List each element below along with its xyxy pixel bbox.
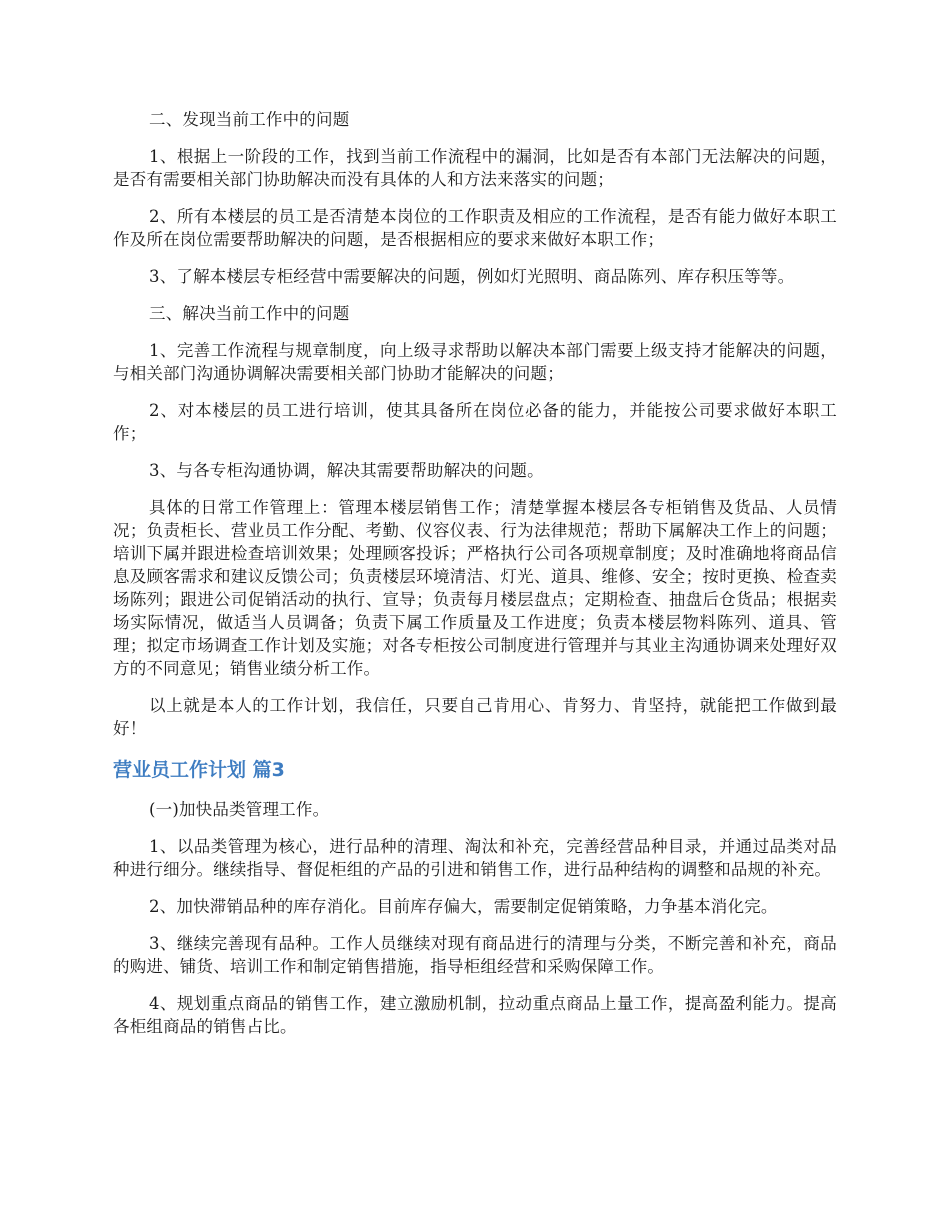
paragraph: 1、完善工作流程与规章制度，向上级寻求帮助以解决本部门需要上级支持才能解决的问题，与相关部门沟通协调解决需要相关部门协助才能解决的问题； — [113, 341, 837, 383]
paragraph: 1、根据上一阶段的工作，找到当前工作流程中的漏洞，比如是否有本部门无法解决的问题，是否有需要相关部门协助解决而没有具体的人和方法来落实的问题； — [113, 147, 837, 189]
paragraph: 1、以品类管理为核心，进行品种的清理、淘汰和补充，完善经营品种目录，并通过品类对品种进行细分。继续指导、督促柜组的产品的引进和销售工作，进行品种结构的调整和品规的补充。 — [113, 837, 837, 879]
paragraph: 3、了解本楼层专柜经营中需要解决的问题，例如灯光照明、商品陈列、库存积压等等。 — [149, 267, 795, 286]
section-heading-problems: 二、发现当前工作中的问题 — [149, 110, 350, 129]
paragraph: 4、规划重点商品的销售工作，建立激励机制，拉动重点商品上量工作，提高盈利能力。提高各柜组商品的销售占比。 — [113, 994, 837, 1036]
paragraph: 2、所有本楼层的员工是否清楚本岗位的工作职责及相应的工作流程，是否有能力做好本职工作及所在岗位需要帮助解决的问题，是否根据相应的要求来做好本职工作； — [113, 207, 837, 249]
paragraph: 2、对本楼层的员工进行培训，使其具备所在岗位必备的能力，并能按公司要求做好本职工作； — [113, 401, 837, 443]
paragraph: 3、继续完善现有品种。工作人员继续对现有商品进行的清理与分类，不断完善和补充，商品的购进、铺货、培训工作和制定销售措施，指导柜组经营和采购保障工作。 — [113, 934, 837, 976]
document-page — [113, 108, 837, 1052]
article-heading: 营业员工作计划 篇3 — [113, 759, 285, 781]
paragraph-daily-management: 具体的日常工作管理上：管理本楼层销售工作；清楚掌握本楼层各专柜销售及货品、人员情况；负责柜长、营业员工作分配、考勤、仪容仪表、行为法律规范；帮助下属解决工作上的问题；培训下属并跟进检查培训效果；处理顾客投诉；严格执行公司各项规章制度；及时准确地将商品信息及顾客需求和建议反馈公司；负责楼层环境清洁、灯光、道具、维修、安全；按时更换、检查卖场陈列；跟进公司促销活动的执行、宣导；负责每月楼层盘点；定期检查、抽盘后仓货品；根据卖场实际情况，做适当人员调备；负责下属工作质量及工作进度；负责本楼层物料陈列、道具、管理；拟定市场调查工作计划及实施；对各专柜按公司制度进行管理并与其业主沟通协调来处理好双方的不同意见；销售业绩分析工作。 — [113, 498, 837, 678]
section-heading-solutions: 三、解决当前工作中的问题 — [149, 304, 350, 323]
paragraph: 2、加快滞销品种的库存消化。目前库存偏大，需要制定促销策略，力争基本消化完。 — [149, 897, 778, 916]
paragraph-conclusion: 以上就是本人的工作计划，我信任，只要自己肯用心、肯努力、肯坚持，就能把工作做到最好！ — [113, 696, 837, 738]
paragraph: 3、与各专柜沟通协调，解决其需要帮助解决的问题。 — [149, 461, 544, 480]
paragraph: (一)加快品类管理工作。 — [149, 800, 330, 819]
